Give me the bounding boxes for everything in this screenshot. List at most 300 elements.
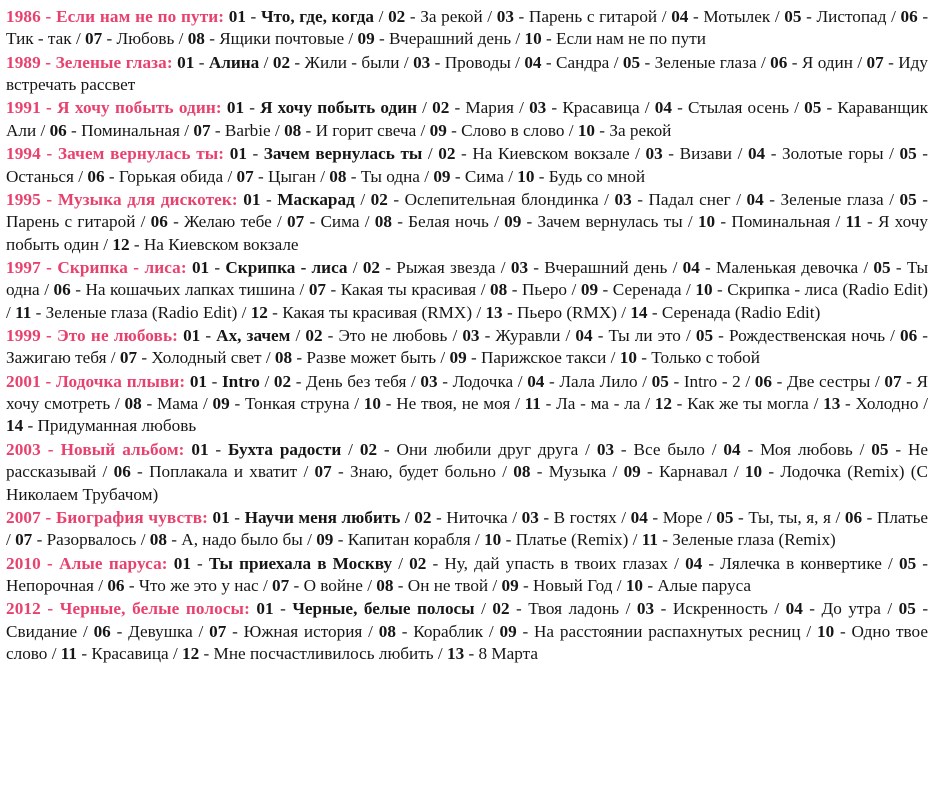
track-title: Только с тобой: [651, 348, 760, 368]
track-title: Я хочу смотреть: [6, 371, 928, 414]
track-title: Непорочная: [6, 575, 94, 595]
track-separator: /: [513, 98, 530, 118]
track-separator: /: [447, 326, 463, 346]
track-title: Тонкая струна: [244, 394, 350, 414]
track-title: Ты одна: [6, 257, 929, 300]
track-title: Разве может быть: [306, 348, 437, 368]
track-title: Они любили друг друга: [396, 439, 579, 459]
track-dash: -: [544, 371, 560, 391]
track-number: 03: [521, 507, 539, 527]
track-dash: -: [640, 52, 655, 72]
track-separator: /: [513, 371, 528, 391]
track-title: Я хочу побыть один: [6, 212, 928, 254]
track-dash: -: [66, 120, 82, 140]
track-dash: -: [166, 530, 182, 550]
track-separator: /: [47, 644, 61, 664]
track-dash: -: [31, 302, 46, 322]
track-dash: -: [244, 98, 261, 118]
track-title: Научи меня любить: [244, 507, 401, 527]
track-dash: -: [245, 7, 261, 26]
track-number: 03: [496, 7, 514, 26]
track-dash: -: [834, 621, 852, 641]
track-dash: -: [77, 644, 92, 664]
track-dash: -: [446, 120, 462, 140]
track-title: Intro - 2: [683, 371, 741, 391]
track-number: 05: [622, 52, 641, 72]
track-title: Мотылек: [703, 7, 771, 26]
track-dash: -: [654, 599, 673, 619]
track-number: 05: [695, 326, 714, 346]
track-number: 05: [873, 257, 891, 277]
track-dash: -: [190, 553, 209, 573]
track-number: 05: [898, 599, 916, 619]
track-dash: -: [763, 189, 781, 209]
track-dash: -: [662, 144, 680, 164]
album-title: Скрипка - лиса:: [57, 257, 187, 277]
track-title: Белая ночь: [408, 212, 489, 232]
track-dash: -: [301, 120, 316, 140]
track-number: 06: [150, 212, 168, 232]
track-title: Алые паруса: [657, 575, 752, 595]
track-title: Поминальная: [731, 212, 831, 232]
track-separator: /: [640, 394, 655, 414]
track-title: Маскарад: [277, 189, 355, 209]
track-number: 01: [191, 257, 210, 277]
track-dash: -: [210, 120, 225, 140]
track-separator: /: [727, 462, 745, 482]
track-separator: /: [270, 120, 285, 140]
track-number: 09: [212, 394, 230, 414]
track-title: Скрипка - лиса (Radio Edit): [727, 280, 928, 300]
album-entry: [6, 507, 928, 552]
track-dash: -: [671, 394, 688, 414]
track-dash: -: [141, 394, 157, 414]
track-number: 13: [485, 302, 503, 322]
track-separator: /: [629, 144, 646, 164]
track-separator: /: [73, 166, 88, 186]
track-dash: -: [507, 280, 522, 300]
track-separator: /: [349, 394, 364, 414]
track-separator: /: [261, 348, 275, 368]
track-number: 06: [53, 280, 71, 300]
track-separator: /: [359, 212, 375, 232]
track-number: 08: [124, 394, 142, 414]
track-separator: /: [830, 507, 845, 527]
track-number: 11: [60, 644, 78, 664]
track-separator: /: [399, 52, 414, 72]
track-separator: /: [511, 29, 525, 49]
track-title: Ты ли это: [608, 326, 681, 346]
track-title: Журавли: [495, 326, 561, 346]
track-number: 07: [209, 621, 227, 641]
track-dash: -: [883, 52, 899, 72]
album-title: Биография чувств:: [55, 507, 208, 527]
track-separator: /: [354, 189, 371, 209]
track-separator: /: [808, 394, 824, 414]
track-title: Вчерашний день: [544, 257, 668, 277]
track-title: Если нам не по пути: [555, 29, 706, 49]
track-title: Рыжая звезда: [396, 257, 496, 277]
track-dash: -: [787, 52, 802, 72]
track-dash: -: [534, 166, 549, 186]
track-separator: /: [495, 257, 511, 277]
track-separator: /: [767, 599, 786, 619]
track-title: Будь со мной: [548, 166, 646, 186]
track-dash: -: [204, 29, 220, 49]
track-separator: /: [681, 280, 696, 300]
track-number: 05: [871, 439, 889, 459]
track-separator: /: [503, 166, 518, 186]
album-heading: [6, 508, 208, 527]
track-title: Лодочка (Remix) (С Николаем Трубачом): [6, 462, 928, 504]
track-number: 03: [636, 599, 655, 619]
track-number: 09: [316, 530, 334, 550]
track-separator: /: [135, 212, 151, 232]
track-title: Сандра: [556, 52, 610, 72]
track-number: 08: [376, 575, 394, 595]
track-dash: -: [346, 166, 361, 186]
track-separator: /: [488, 212, 505, 232]
track-title: Придуманная любовь: [37, 416, 197, 436]
album-dash: -: [40, 52, 56, 72]
track-separator: /: [98, 234, 113, 254]
track-number: 07: [866, 52, 884, 72]
track-title: Ах, зачем: [216, 326, 291, 346]
track-separator: /: [639, 98, 655, 118]
album-entry: [6, 371, 928, 438]
track-dash: -: [715, 212, 732, 232]
track-dash: -: [636, 348, 652, 368]
track-title: Intro: [221, 371, 260, 391]
track-separator: /: [598, 189, 615, 209]
track-dash: -: [322, 326, 339, 346]
track-separator: /: [870, 371, 885, 391]
album-year: 1999: [6, 326, 41, 346]
track-title: Ниточка: [446, 507, 508, 527]
track-dash: -: [713, 326, 729, 346]
track-dash: -: [405, 7, 421, 26]
track-dash: -: [167, 212, 185, 232]
track-title: Падал снег: [648, 189, 731, 209]
album-entry: [6, 97, 928, 142]
track-number: 10: [619, 348, 637, 368]
track-title: Все было: [633, 439, 705, 459]
track-number: 03: [529, 98, 547, 118]
track-separator: /: [6, 302, 16, 322]
album-dash: -: [40, 7, 57, 26]
track-separator: /: [192, 621, 210, 641]
track-dash: -: [888, 439, 908, 459]
album-year: 1991: [6, 98, 41, 118]
track-dash: -: [291, 371, 307, 391]
track-title: Твоя ладонь: [528, 599, 620, 619]
track-separator: /: [362, 621, 379, 641]
track-title: Карнавал: [659, 462, 728, 482]
album-heading: [6, 599, 250, 618]
track-separator: /: [483, 621, 500, 641]
album-year: 2010: [6, 553, 41, 573]
track-number: 07: [308, 280, 327, 300]
track-number: 07: [85, 29, 103, 49]
track-dash: -: [130, 462, 150, 482]
album-title: Это не любовь:: [56, 326, 178, 346]
track-separator: /: [881, 553, 899, 573]
track-number: 06: [49, 120, 67, 140]
track-title: Новый Год: [533, 575, 613, 595]
track-dash: -: [290, 52, 305, 72]
track-title: На Киевском вокзале: [472, 144, 630, 164]
track-separator: /: [858, 257, 874, 277]
album-entry: [6, 553, 928, 598]
track-title: Стылая осень: [687, 98, 790, 118]
track-number: 07: [884, 371, 902, 391]
track-title: Две сестры: [786, 371, 871, 391]
track-dash: -: [595, 120, 610, 140]
album-year: 1995: [6, 189, 41, 209]
track-separator: /: [732, 144, 748, 164]
track-dash: -: [207, 371, 222, 391]
track-number: 06: [754, 371, 772, 391]
track-separator: /: [883, 189, 900, 209]
track-number: 10: [484, 530, 502, 550]
track-dash: -: [916, 553, 929, 573]
track-title: Вчерашний день: [389, 29, 512, 49]
album-entry: [6, 189, 928, 256]
track-dash: -: [331, 462, 350, 482]
album-heading: [6, 258, 187, 277]
track-title: Ящики почтовые: [219, 29, 345, 49]
track-dash: -: [137, 348, 152, 368]
track-dash: -: [229, 507, 245, 527]
track-title: Южная история: [243, 621, 363, 641]
track-separator: /: [852, 439, 872, 459]
track-separator: /: [740, 371, 755, 391]
album-heading: [6, 53, 173, 72]
track-separator: /: [362, 575, 377, 595]
track-separator: /: [730, 189, 747, 209]
track-dash: -: [437, 371, 453, 391]
track-dash: -: [901, 371, 917, 391]
track-title: Листопад: [816, 7, 887, 26]
track-number: 14: [630, 302, 648, 322]
track-dash: -: [226, 621, 244, 641]
track-separator: /: [564, 120, 578, 140]
track-title: Как же ты могла: [687, 394, 809, 414]
track-separator: /: [36, 120, 50, 140]
album-dash: -: [40, 144, 58, 164]
track-separator: /: [374, 7, 389, 26]
track-dash: -: [614, 439, 634, 459]
track-title: Знаю, будет больно: [349, 462, 496, 482]
track-dash: -: [521, 212, 538, 232]
track-number: 02: [359, 439, 378, 459]
track-dash: -: [253, 166, 269, 186]
album-heading: [6, 554, 168, 573]
track-title: И горит свеча: [315, 120, 417, 140]
track-separator: /: [510, 394, 525, 414]
track-separator: /: [259, 52, 273, 72]
track-dash: -: [200, 326, 217, 346]
track-title: Какая ты красивая: [340, 280, 477, 300]
track-number: 09: [357, 29, 375, 49]
track-dash: -: [917, 7, 929, 26]
track-number: 10: [697, 212, 716, 232]
track-number: 03: [420, 371, 438, 391]
track-title: Зажигаю тебя: [6, 348, 107, 368]
track-title: Пьеро: [521, 280, 568, 300]
track-separator: /: [470, 530, 485, 550]
track-dash: -: [890, 257, 907, 277]
album-entry: [6, 257, 928, 324]
track-separator: /: [77, 621, 94, 641]
track-dash: -: [538, 507, 554, 527]
track-dash: -: [861, 212, 878, 232]
track-separator: /: [71, 29, 86, 49]
track-title: Кораблик: [413, 621, 484, 641]
track-dash: -: [631, 189, 649, 209]
track-number: 04: [785, 599, 803, 619]
track-title: Зеленые глаза (Remix): [672, 530, 836, 550]
track-title: В гостях: [553, 507, 617, 527]
track-title: Красавица: [562, 98, 640, 118]
track-dash: -: [23, 416, 38, 436]
track-dash: -: [124, 575, 139, 595]
track-number: 07: [236, 166, 254, 186]
track-title: На кошачьих лапках тишина: [85, 280, 296, 300]
track-dash: -: [449, 98, 466, 118]
track-dash: -: [821, 98, 838, 118]
album-heading: [6, 7, 224, 26]
track-dash: -: [431, 507, 447, 527]
track-separator: /: [682, 212, 698, 232]
track-number: 01: [212, 507, 230, 527]
track-number: 12: [654, 394, 672, 414]
track-dash: -: [647, 302, 662, 322]
track-separator: /: [237, 302, 251, 322]
track-number: 04: [654, 98, 672, 118]
track-number: 05: [899, 189, 917, 209]
track-title: Маленькая девочка: [716, 257, 859, 277]
track-separator: /: [6, 530, 16, 550]
track-dash: -: [395, 621, 414, 641]
track-number: 11: [641, 530, 658, 550]
track-number: 10: [695, 280, 713, 300]
track-number: 10: [625, 575, 644, 595]
track-number: 05: [899, 144, 917, 164]
track-number: 01: [256, 599, 274, 619]
track-title: Серенада (Radio Edit): [661, 302, 821, 322]
track-dash: -: [771, 371, 787, 391]
track-dash: -: [592, 326, 609, 346]
album-dash: -: [40, 257, 58, 277]
track-title: Лала Лило: [559, 371, 638, 391]
track-separator: /: [609, 52, 623, 72]
track-separator: /: [616, 302, 631, 322]
track-separator: /: [419, 166, 434, 186]
track-number: 06: [770, 52, 788, 72]
track-dash: -: [260, 189, 278, 209]
track-title: Пьеро (RMX): [516, 302, 617, 322]
track-number: 03: [596, 439, 615, 459]
album-entry: [6, 143, 928, 188]
track-title: Парень с гитарой: [6, 212, 136, 232]
album-title: Черные, белые полосы:: [59, 599, 250, 619]
track-separator: /: [179, 120, 194, 140]
track-number: 09: [433, 166, 451, 186]
album-title: Музыка для дискотек:: [57, 189, 238, 209]
track-number: 01: [226, 98, 245, 118]
album-heading: [6, 98, 222, 117]
track-number: 07: [193, 120, 211, 140]
track-dash: -: [598, 280, 613, 300]
track-number: 08: [274, 348, 293, 368]
track-title: Холодно: [855, 394, 919, 414]
track-number: 01: [173, 553, 191, 573]
track-title: Что же это у нас: [138, 575, 259, 595]
track-number: 07: [314, 462, 332, 482]
track-separator: /: [852, 52, 867, 72]
track-title: Зачем вернулась ты: [537, 212, 683, 232]
track-separator: /: [198, 394, 213, 414]
track-title: Парень с гитарой: [528, 7, 658, 26]
track-title: На расстоянии распахнутых ресниц: [534, 621, 801, 641]
track-dash: -: [541, 52, 557, 72]
track-separator: /: [657, 7, 672, 26]
track-number: 13: [446, 644, 465, 664]
track-dash: -: [802, 599, 822, 619]
track-number: 04: [747, 144, 766, 164]
track-dash: -: [229, 394, 245, 414]
track-title: Музыка: [548, 462, 607, 482]
track-number: 12: [250, 302, 268, 322]
track-title: Мария: [465, 98, 514, 118]
track-dash: -: [380, 257, 397, 277]
album-title: Зеленые глаза:: [55, 52, 173, 72]
track-dash: -: [518, 575, 534, 595]
track-dash: -: [246, 144, 264, 164]
track-separator: /: [510, 52, 525, 72]
track-number: 03: [645, 144, 663, 164]
track-title: Проводы: [444, 52, 511, 72]
track-dash: -: [479, 326, 496, 346]
track-number: 02: [492, 599, 510, 619]
track-number: 06: [900, 7, 918, 26]
album-title: Если нам не по пути:: [56, 7, 225, 26]
track-dash: -: [426, 553, 445, 573]
track-title: Зеленые глаза: [780, 189, 884, 209]
track-dash: -: [455, 144, 473, 164]
track-dash: -: [208, 439, 229, 459]
track-dash: -: [540, 394, 557, 414]
track-number: 01: [243, 189, 261, 209]
track-title: До утра: [821, 599, 881, 619]
track-number: 08: [149, 530, 167, 550]
track-separator: /: [702, 507, 717, 527]
album-heading: [6, 440, 184, 459]
track-number: 05: [898, 553, 917, 573]
album-heading: [6, 326, 178, 345]
track-number: 06: [844, 507, 863, 527]
track-dash: -: [199, 644, 214, 664]
track-number: 01: [191, 439, 209, 459]
track-separator: /: [680, 326, 696, 346]
track-separator: /: [436, 348, 450, 368]
track-dash: -: [862, 507, 877, 527]
track-separator: /: [93, 575, 108, 595]
track-separator: /: [341, 439, 360, 459]
track-separator: /: [174, 29, 188, 49]
track-separator: /: [347, 257, 363, 277]
